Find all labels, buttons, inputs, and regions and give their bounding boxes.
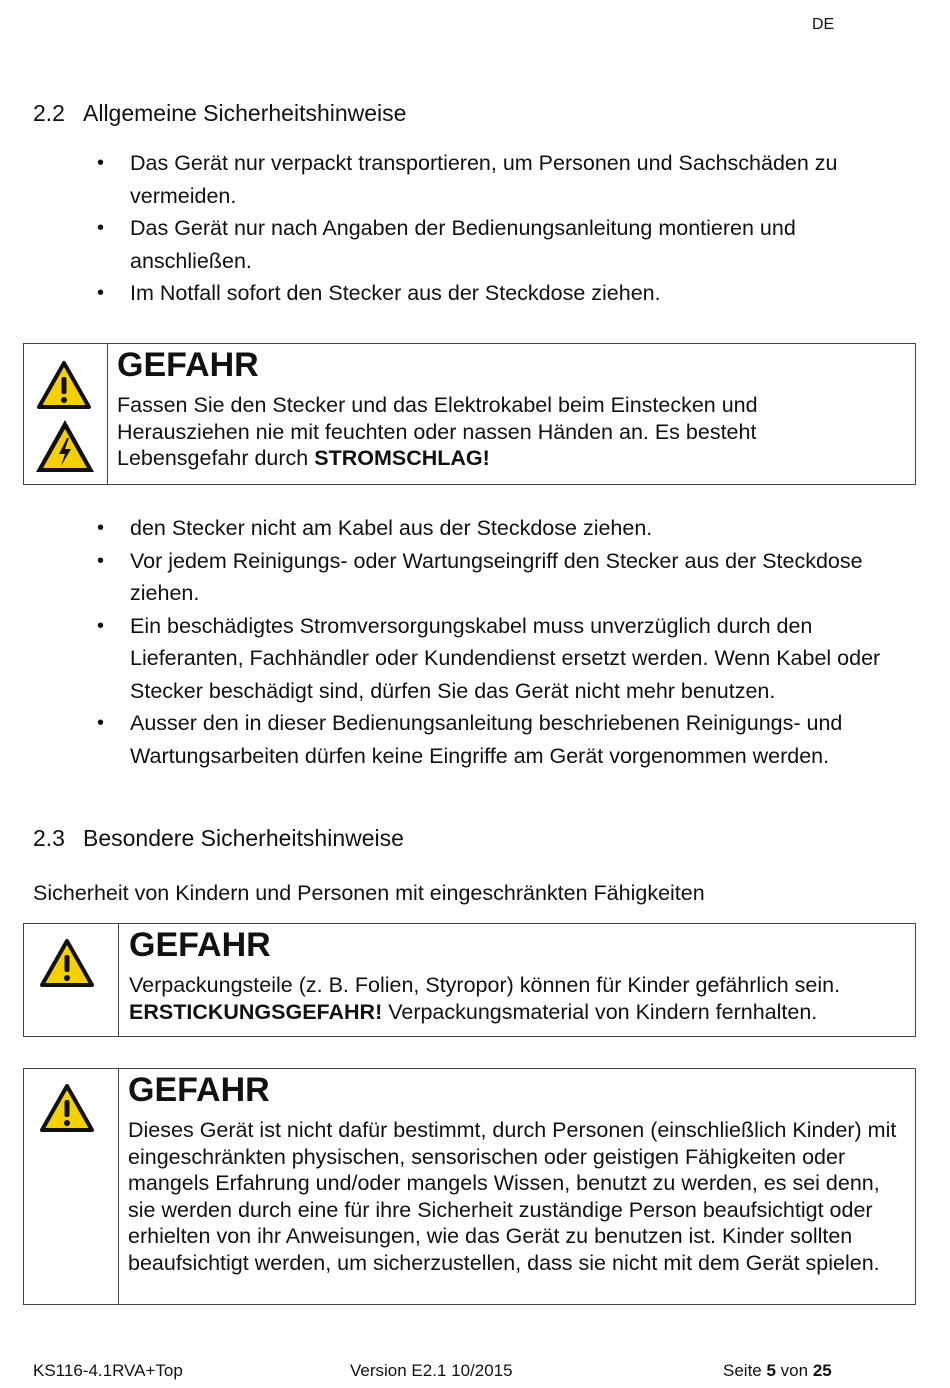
danger-box-supervision [23,1068,916,1305]
danger-box-electric [23,343,916,485]
warning-content [128,1069,915,1276]
list-item: • Vor jedem Reinigungs- oder Wartungseingriff den Stecker aus der Steckdose ziehen. [130,545,920,610]
list-item: • Das Gerät nur nach Angaben der Bedienungsanleitung montieren und anschließen. [130,212,920,277]
icon-column [24,1069,119,1304]
warning-triangle-icon [39,1083,95,1133]
warning-emphasis: ERSTICKUNGSGEFAHR! [129,999,383,1024]
warning-content [117,344,915,472]
section-heading-2-2 [33,100,406,127]
language-label: DE [812,16,835,33]
warning-title: GEFAHR [117,346,259,384]
section-title: Besondere Sicherheitshinweise [83,825,404,851]
footer-version: Version E2.1 10/2015 [350,1361,513,1380]
electric-shock-icon [34,418,96,474]
subheading: Sicherheit von Kindern und Personen mit eingeschränkten Fähigkeiten [33,881,705,905]
warning-text: Dieses Gerät ist nicht dafür bestimmt, durch Personen (einschließlich Kinder) mit eingeschränkten physischen, sensorischen oder geistigen Fähigkeiten oder mangels Erfahrung und/oder mangels Wissen, benutzt zu werden, es sei denn, sie werden durch eine für ihre Sicherheit zuständige Person beaufsichtigt oder erhielten von ihr Anweisungen, wie das Gerät zu benutzen ist. Kinder sollten beaufsichtigt werden, um sicherzustellen, dass sie nicht mit dem Gerät spielen. [128,1118,897,1275]
list-item: • Ausser den in dieser Bedienungsanleitung beschriebenen Reinigungs- und Wartungsarbeiten dürfen keine Eingriffe am Gerät vorgenommen werden. [130,707,920,772]
warning-text: Verpackungsteile (z. B. Folien, Styropor) können für Kinder gefährlich sein. ERSTICKUNGSGEFAHR! Verpackungsmaterial von Kindern fernhalten. [129,973,841,1024]
list-item: • Im Notfall sofort den Stecker aus der Steckdose ziehen. [130,277,920,310]
section-heading-2-3 [33,825,404,852]
footer-model: KS116-4.1RVA+Top [33,1361,183,1380]
warning-text: Fassen Sie den Stecker und das Elektrokabel beim Einstecken und Herausziehen nie mit feuchten oder nassen Händen an. Es besteht Lebensgefahr durch STROMSCHLAG! [117,393,758,470]
icon-column [24,344,108,484]
bullet-list-plug [130,512,920,772]
list-item: • den Stecker nicht am Kabel aus der Steckdose ziehen. [130,512,920,545]
warning-triangle-icon [39,938,95,988]
warning-triangle-icon [36,360,92,410]
footer-page-number: Seite 5 von 25 [723,1361,832,1380]
list-item: • Das Gerät nur verpackt transportieren, um Personen und Sachschäden zu vermeiden. [130,147,920,212]
warning-emphasis: STROMSCHLAG! [314,446,490,470]
warning-content [129,924,915,1025]
warning-title: GEFAHR [129,926,271,964]
danger-box-suffocation [23,923,916,1037]
icon-column [24,924,119,1036]
warning-title: GEFAHR [128,1071,270,1109]
section-number: 2.3 [33,825,65,851]
list-item: • Ein beschädigtes Stromversorgungskabel muss unverzüglich durch den Lieferanten, Fachhändler oder Kundendienst ersetzt werden. Wenn Kabel oder Stecker beschädigt sind, dürfen Sie das Gerät nicht mehr benutzen. [130,610,920,708]
section-title: Allgemeine Sicherheitshinweise [83,100,407,126]
section-number: 2.2 [33,100,65,126]
bullet-list-general [130,147,920,310]
